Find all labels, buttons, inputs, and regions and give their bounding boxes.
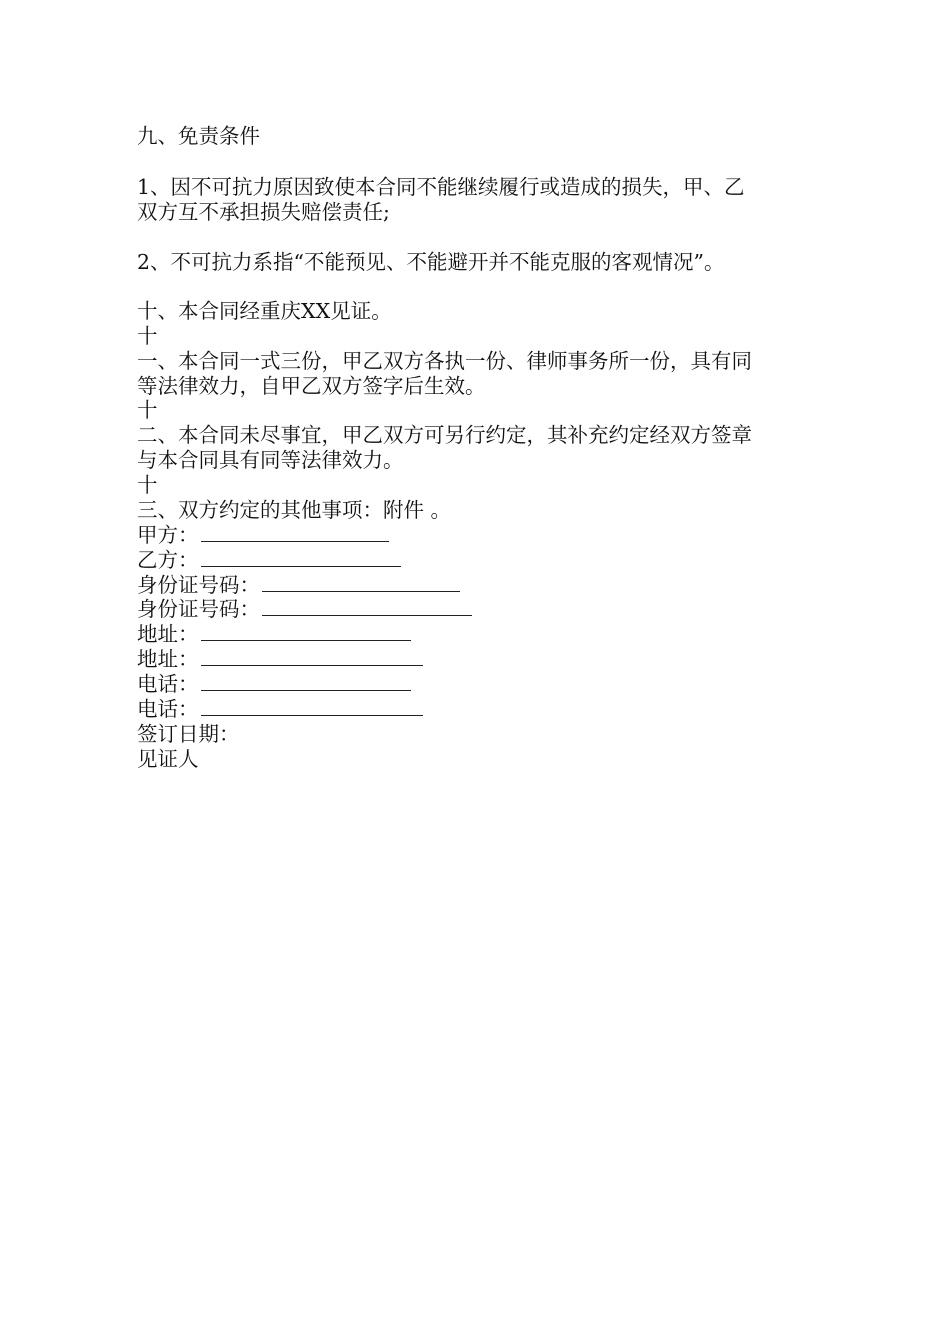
party-b-blank[interactable] [201,548,401,567]
phone-b-blank[interactable] [201,697,423,716]
section11-prefix: 十 [137,324,158,348]
address-a-blank[interactable] [201,622,411,641]
party-a-row [137,523,389,547]
phone-a-blank[interactable] [201,672,411,691]
phone-a-label: 电话： [137,672,199,696]
section13-prefix: 十 [137,473,158,497]
section11-line2: 等法律效力，自甲乙双方签字后生效。 [137,374,486,398]
id-a-blank[interactable] [262,573,460,592]
sign-date-label: 签订日期： [137,722,240,746]
phone-b-label: 电话： [137,697,199,721]
section9-item1-line2: 双方互不承担损失赔偿责任; [137,200,390,224]
section12-line1: 二、本合同未尽事宜，甲乙双方可另行约定，其补充约定经双方签章 [137,423,752,447]
id-a-label: 身份证号码： [137,573,260,597]
party-b-label: 乙方： [137,548,199,572]
id-b-label: 身份证号码： [137,597,260,621]
section9-item1-line1: 1、因不可抗力原因致使本合同不能继续履行或造成的损失，甲、乙 [137,175,745,199]
address-b-label: 地址： [137,647,199,671]
address-b-row [137,647,423,671]
address-a-row [137,622,411,646]
id-b-row [137,597,472,621]
section12-prefix: 十 [137,398,158,422]
section11-line1: 一、本合同一式三份，甲乙双方各执一份、律师事务所一份，具有同 [137,349,752,373]
section10: 十、本合同经重庆XX见证。 [137,299,392,323]
phone-b-row [137,697,423,721]
section12-line2: 与本合同具有同等法律效力。 [137,448,404,472]
phone-a-row [137,672,411,696]
id-b-blank[interactable] [262,597,472,616]
party-a-label: 甲方： [137,523,199,547]
section9-item2: 2、不可抗力系指“不能预见、不能避开并不能克服的客观情况”。 [137,250,725,274]
witness-label: 见证人 [137,747,199,771]
section9-title: 九、免责条件 [137,124,260,148]
address-a-label: 地址： [137,622,199,646]
section13-line1: 三、双方约定的其他事项：附件 。 [137,498,452,522]
party-a-blank[interactable] [201,523,389,542]
party-b-row [137,548,401,572]
address-b-blank[interactable] [201,647,423,666]
id-a-row [137,573,460,597]
